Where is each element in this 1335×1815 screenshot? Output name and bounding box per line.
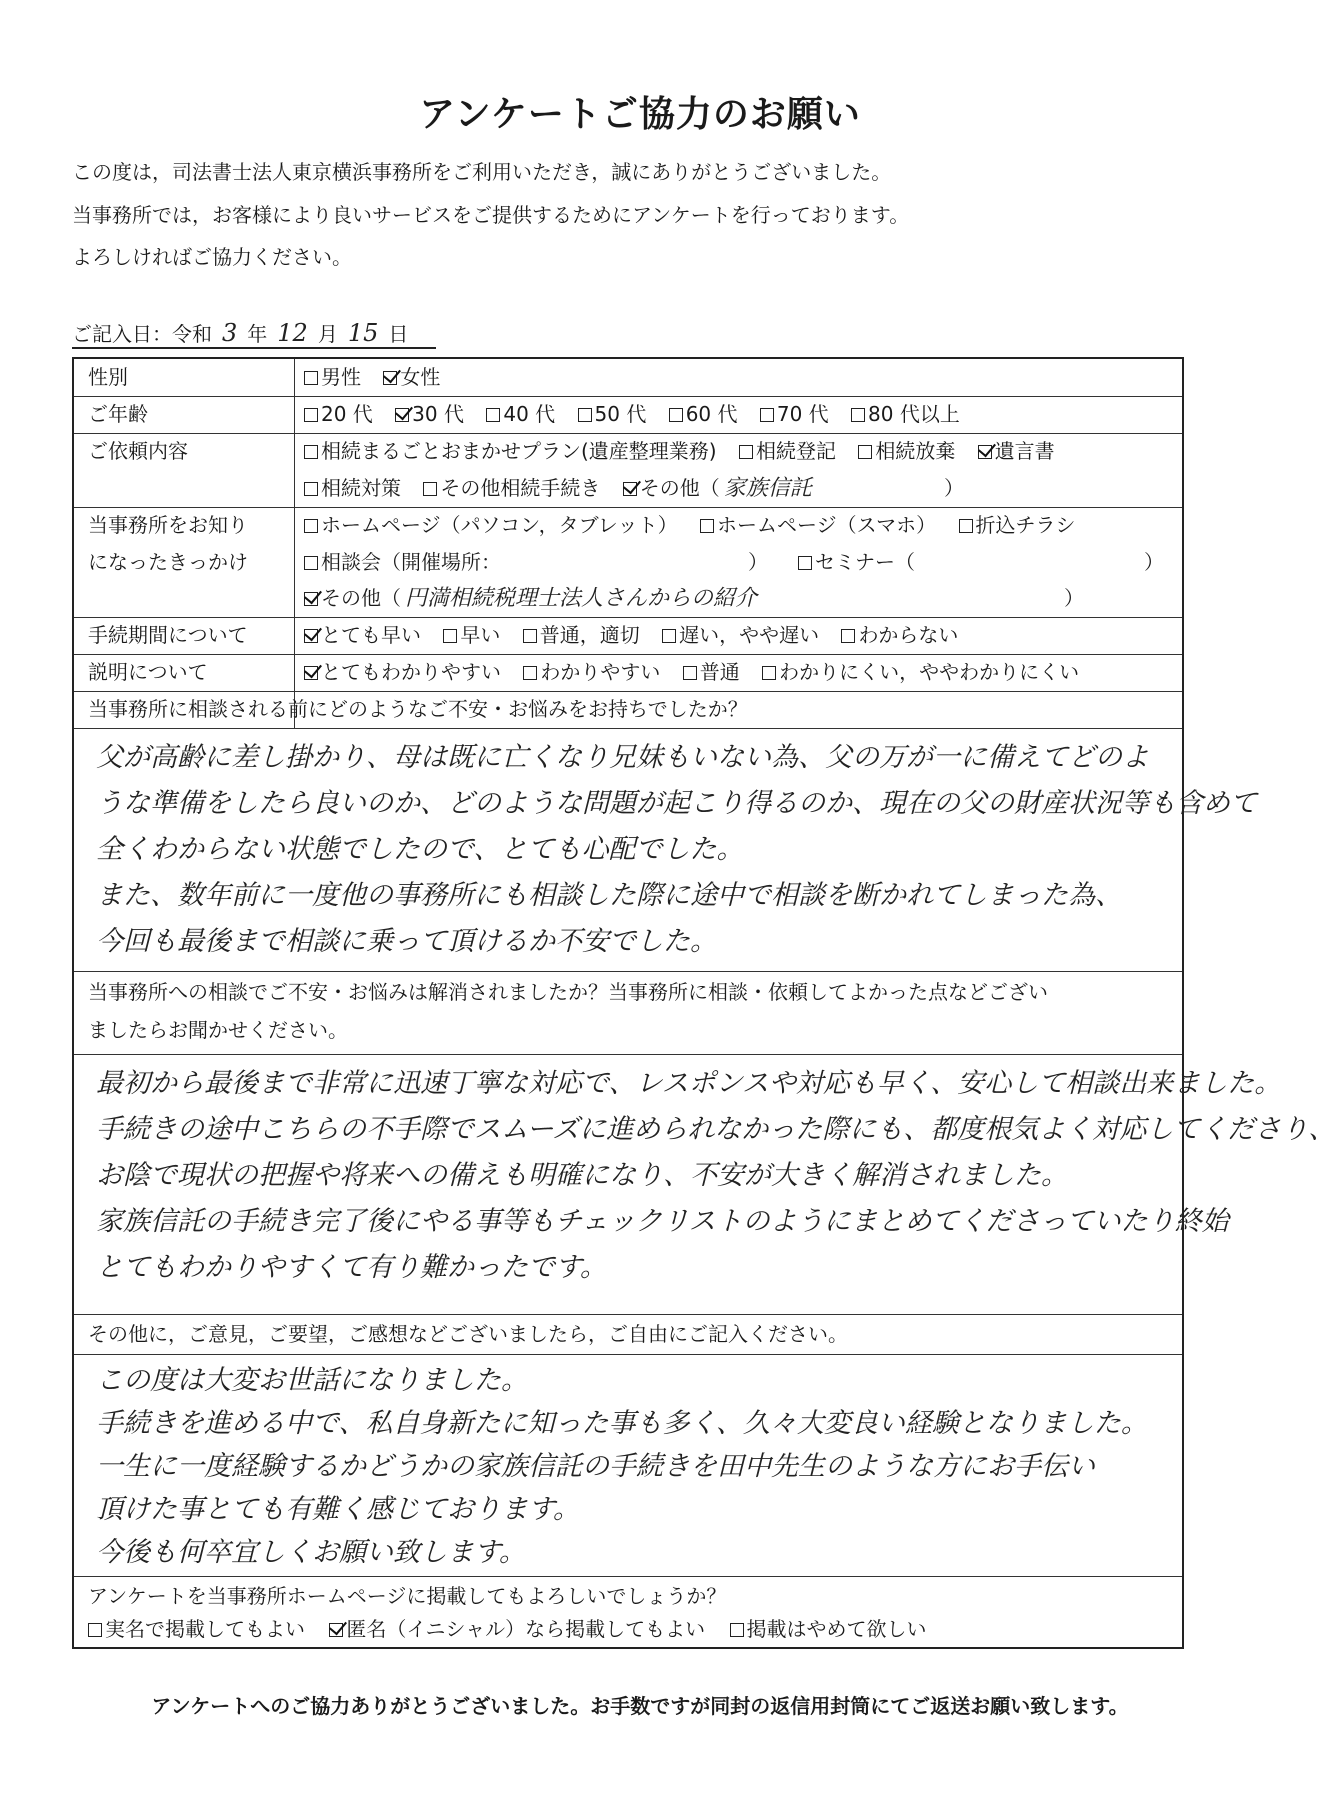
request-label: ご依頼内容: [88, 439, 188, 463]
checkbox[interactable]: [304, 519, 318, 533]
source-options-row3: [304, 580, 1084, 617]
source-label-line2: になったきっかけ: [88, 550, 248, 574]
checkbox[interactable]: [762, 666, 776, 680]
source-other-option[interactable]: その他（: [304, 586, 401, 610]
checkbox[interactable]: [760, 408, 774, 422]
footer-note: アンケートへのご協力ありがとうございました。お手数ですが同封の返信用封筒にてご返送お願い致します。: [151, 1694, 1129, 1718]
intro-line: よろしければご協力ください。: [72, 245, 352, 269]
request-other-text[interactable]: 家族信託: [723, 476, 812, 501]
checkbox[interactable]: [578, 408, 592, 422]
explanation-option[interactable]: とてもわかりやすい: [304, 660, 501, 684]
checkbox-checked[interactable]: [304, 592, 318, 606]
source-options-row2: [304, 544, 1164, 581]
consult-option[interactable]: 相談会（開催場所：: [304, 550, 501, 574]
gender-option[interactable]: 男性: [304, 365, 361, 389]
explanation-option[interactable]: わかりやすい: [523, 660, 660, 684]
request-option[interactable]: 遺言書: [978, 439, 1055, 463]
answer-line: うな準備をしたら良いのか、どのような問題が起こり得るのか、現在の父の財産状況等も含めて: [96, 788, 1257, 819]
close-paren: ）: [944, 476, 964, 500]
close-paren: ）: [748, 550, 768, 574]
checkbox[interactable]: [669, 408, 683, 422]
age-option[interactable]: 30 代: [395, 402, 464, 426]
request-option[interactable]: 相続対策: [304, 476, 401, 500]
request-option[interactable]: 相続登記: [739, 439, 836, 463]
date-month[interactable]: 12: [277, 319, 308, 347]
checkbox-checked[interactable]: [383, 371, 397, 385]
checkbox-checked[interactable]: [329, 1623, 343, 1637]
date-prefix: ご記入日：令和: [72, 322, 212, 346]
explanation-option[interactable]: わかりにくい，ややわかりにくい: [762, 660, 1079, 684]
source-option[interactable]: 折込チラシ: [959, 513, 1076, 537]
checkbox[interactable]: [523, 666, 537, 680]
publish-option[interactable]: 掲載はやめて欲しい: [730, 1617, 927, 1641]
answer-worries[interactable]: [96, 735, 1257, 965]
answer-comments[interactable]: [96, 1359, 1162, 1574]
answer-line: 全くわからない状態でしたので、とても心配でした。: [96, 834, 744, 865]
question-resolved-line1: 当事務所への相談でご不安・お悩みは解消されましたか？当事務所に相談・依頼してよかった点などござい: [88, 980, 1048, 1004]
date-month-unit: 月: [317, 322, 338, 346]
checkbox[interactable]: [841, 629, 855, 643]
explanation-label: 説明について: [88, 660, 208, 684]
request-option[interactable]: 相続放棄: [858, 439, 955, 463]
checkbox-checked[interactable]: [978, 445, 992, 459]
period-option[interactable]: 遅い，やや遅い: [662, 623, 819, 647]
answer-line: 一生に一度経験するかどうかの家族信託の手続きを田中先生のような方にお手伝い: [96, 1451, 1095, 1482]
checkbox[interactable]: [739, 445, 753, 459]
age-option[interactable]: 40 代: [486, 402, 555, 426]
request-option-other[interactable]: その他（: [623, 476, 720, 500]
page-title: アンケートご協力のお願い: [419, 94, 861, 135]
gender-label: 性別: [88, 365, 128, 389]
period-option[interactable]: 早い: [443, 623, 500, 647]
gender-options: [304, 359, 456, 396]
answer-line: 手続きの途中こちらの不手際でスムーズに進められなかった際にも、都度根気よく対応してくださり、: [96, 1114, 1335, 1145]
checkbox[interactable]: [304, 408, 318, 422]
answer-line: 頂けた事とても有難く感じております。: [96, 1494, 580, 1525]
answer-line: 手続きを進める中で、私自身新たに知った事も多く、久々大変良い経験となりました。: [96, 1408, 1148, 1439]
checkbox[interactable]: [798, 556, 812, 570]
seminar-option[interactable]: セミナー（: [798, 544, 915, 581]
period-option[interactable]: わからない: [841, 623, 958, 647]
request-option[interactable]: 相続まるごとおまかせプラン(遺産整理業務): [304, 439, 717, 463]
checkbox[interactable]: [662, 629, 676, 643]
period-options: [304, 617, 974, 654]
checkbox[interactable]: [304, 556, 318, 570]
period-label: 手続期間について: [88, 623, 248, 647]
date-year-unit: 年: [247, 322, 268, 346]
explanation-options: [304, 654, 1095, 691]
checkbox[interactable]: [523, 629, 537, 643]
explanation-option[interactable]: 普通: [683, 660, 740, 684]
entry-date: [72, 318, 408, 347]
answer-line: この度は大変お世話になりました。: [96, 1365, 528, 1396]
period-option[interactable]: とても早い: [304, 623, 421, 647]
question-publish: アンケートを当事務所ホームページに掲載してもよろしいでしょうか？: [88, 1584, 727, 1608]
checkbox[interactable]: [858, 445, 872, 459]
row-divider: [74, 971, 1182, 972]
row-divider: [74, 1314, 1182, 1315]
date-day[interactable]: 15: [347, 319, 379, 347]
checkbox[interactable]: [423, 482, 437, 496]
checkbox[interactable]: [304, 371, 318, 385]
checkbox-checked[interactable]: [623, 482, 637, 496]
checkbox[interactable]: [304, 482, 318, 496]
row-divider: [74, 1354, 1182, 1355]
age-options: [304, 396, 976, 433]
row-divider: [74, 691, 1182, 692]
source-option[interactable]: ホームページ（スマホ）: [700, 513, 936, 537]
checkbox[interactable]: [683, 666, 697, 680]
publish-options: [88, 1611, 945, 1648]
request-options-row2: [304, 470, 964, 507]
source-other-text[interactable]: 円満相続税理士法人さんからの紹介: [405, 586, 758, 611]
age-option[interactable]: 70 代: [760, 402, 829, 426]
answer-resolved[interactable]: [96, 1061, 1335, 1291]
answer-line: 家族信託の手続き完了後にやる事等もチェックリストのようにまとめてくださっていたり終始: [96, 1206, 1229, 1237]
checkbox[interactable]: [304, 445, 318, 459]
date-underline: [72, 347, 436, 349]
checkbox-checked[interactable]: [304, 666, 318, 680]
source-option[interactable]: ホームページ（パソコン，タブレット）: [304, 513, 678, 537]
answer-line: とてもわかりやすくて有り難かったです。: [96, 1252, 607, 1283]
checkbox[interactable]: [730, 1623, 744, 1637]
checkbox-checked[interactable]: [304, 629, 318, 643]
intro-line: 当事務所では，お客様により良いサービスをご提供するためにアンケートを行っております。: [72, 203, 910, 227]
answer-line: 今後も何卒宜しくお願い致します。: [96, 1537, 526, 1568]
answer-line: お陰で現状の把握や将来への備えも明確になり、不安が大きく解消されました。: [96, 1160, 1068, 1191]
age-option[interactable]: 80 代以上: [851, 402, 960, 426]
period-option[interactable]: 普通，適切: [523, 623, 640, 647]
gender-option[interactable]: 女性: [383, 365, 440, 389]
row-divider: [74, 1054, 1182, 1055]
answer-line: また、数年前に一度他の事務所にも相談した際に途中で相談を断かれてしまった為、: [96, 880, 1122, 911]
survey-form: [72, 357, 1335, 1649]
age-option[interactable]: 60 代: [669, 402, 738, 426]
request-options-row1: [304, 433, 1071, 470]
checkbox[interactable]: [486, 408, 500, 422]
publish-option[interactable]: 匿名（イニシャル）なら掲載してもよい: [329, 1617, 705, 1641]
answer-line: 父が高齢に差し掛かり、母は既に亡くなり兄妹もいない為、父の万が一に備えてどのよ: [96, 742, 1149, 773]
age-option[interactable]: 20 代: [304, 402, 373, 426]
question-comments: その他に，ご意見，ご要望，ご感想などございましたら，ご自由にご記入ください。: [88, 1322, 848, 1346]
checkbox[interactable]: [959, 519, 973, 533]
checkbox[interactable]: [700, 519, 714, 533]
checkbox[interactable]: [443, 629, 457, 643]
checkbox-checked[interactable]: [395, 408, 409, 422]
age-label: ご年齢: [88, 402, 148, 426]
request-option[interactable]: その他相続手続き: [423, 476, 600, 500]
label-divider: [294, 359, 295, 728]
publish-option[interactable]: 実名で掲載してもよい: [88, 1617, 305, 1641]
answer-line: 最初から最後まで非常に迅速丁寧な対応で、レスポンスや対応も早く、安心して相談出来ました。: [96, 1068, 1282, 1099]
intro-line: この度は，司法書士法人東京横浜事務所をご利用いただき，誠にありがとうございました。: [72, 160, 892, 184]
close-paren: ）: [1064, 586, 1084, 610]
source-options-row1: [304, 507, 1092, 544]
checkbox[interactable]: [851, 408, 865, 422]
question-worries: 当事務所に相談される前にどのようなご不安・お悩みをお持ちでしたか？: [88, 697, 748, 721]
age-option[interactable]: 50 代: [578, 402, 647, 426]
source-label-line1: 当事務所をお知り: [88, 513, 248, 537]
row-divider: [74, 1576, 1182, 1577]
row-divider: [74, 728, 1182, 729]
date-day-unit: 日: [388, 322, 409, 346]
checkbox[interactable]: [88, 1623, 102, 1637]
close-paren: ）: [1144, 550, 1164, 574]
date-year[interactable]: 3: [222, 319, 238, 347]
answer-line: 今回も最後まで相談に乗って頂けるか不安でした。: [96, 926, 717, 957]
question-resolved-line2: ましたらお聞かせください。: [88, 1018, 348, 1042]
